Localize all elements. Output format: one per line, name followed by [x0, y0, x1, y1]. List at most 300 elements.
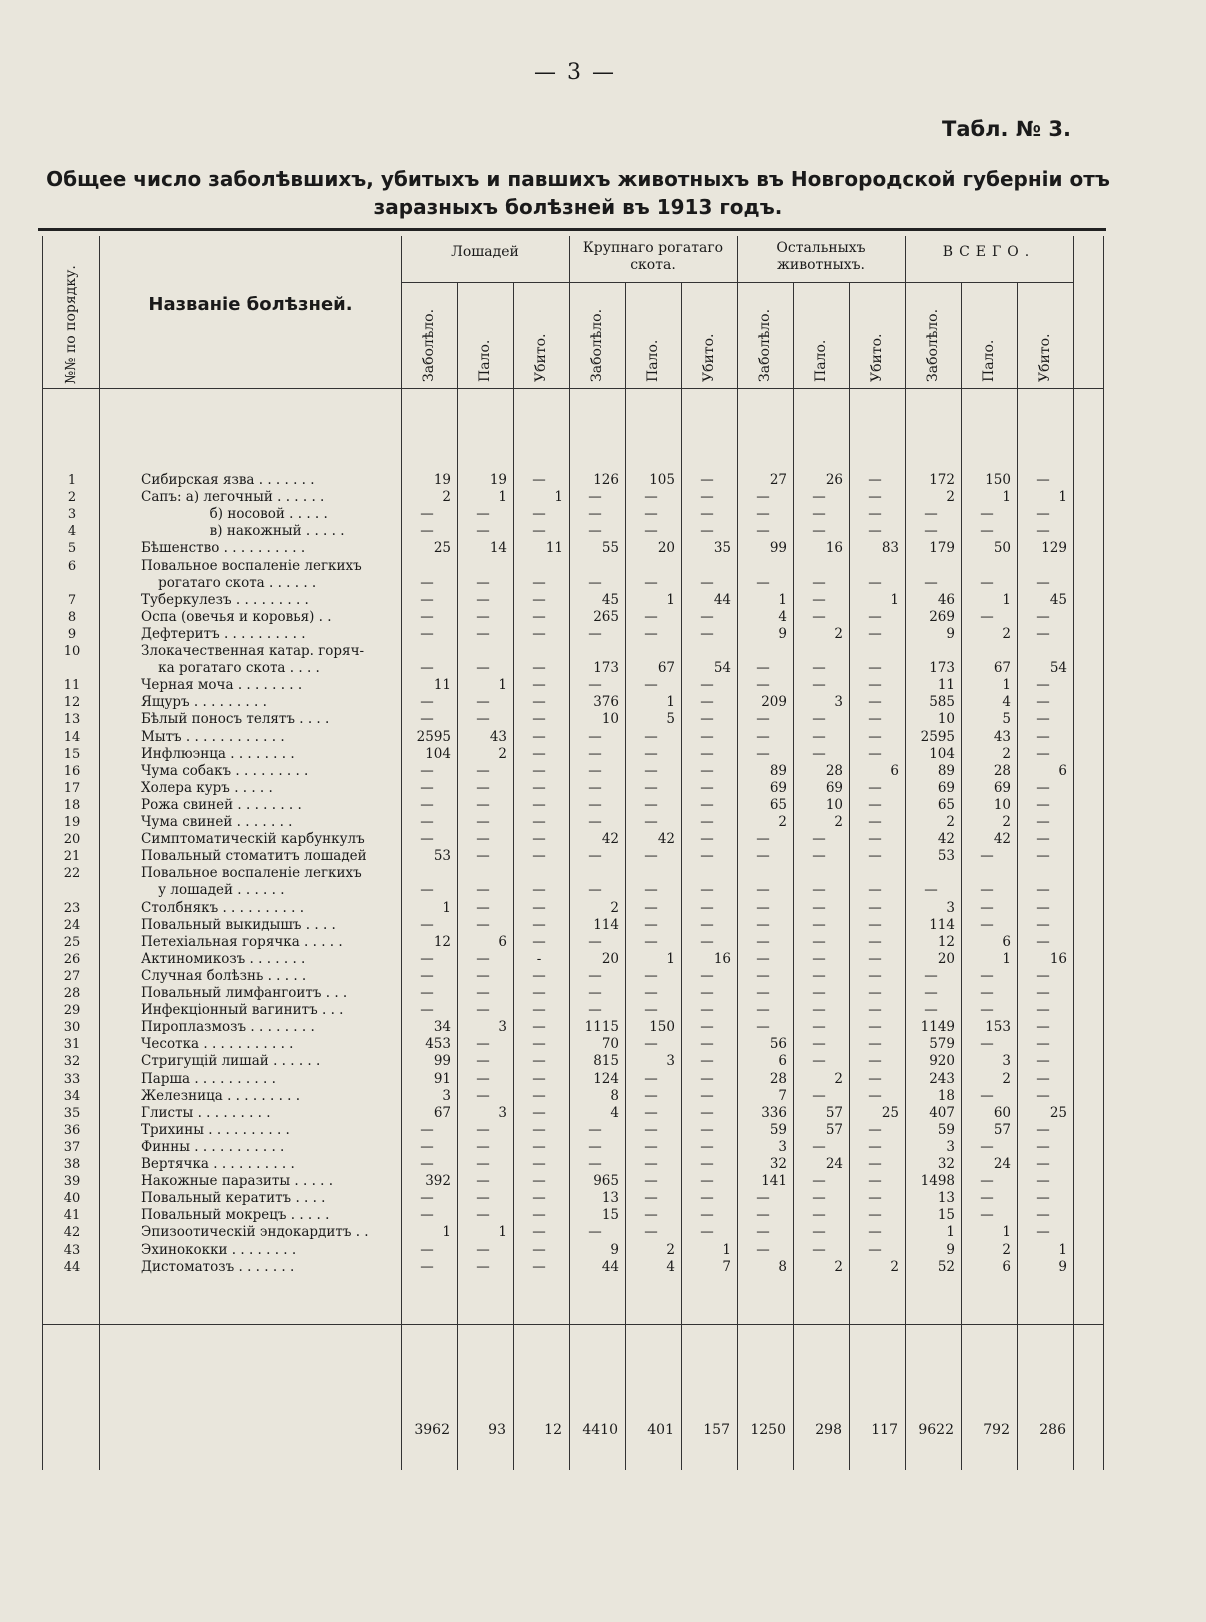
value-cell: 10	[937, 711, 955, 728]
value-cell: —	[420, 882, 434, 899]
value-cell: 67	[433, 1104, 451, 1121]
value-cell: —	[476, 916, 490, 933]
value-cell: —	[420, 1241, 434, 1258]
value-cell: 99	[433, 1053, 451, 1070]
value-cell: —	[1036, 677, 1050, 694]
value-cell: —	[420, 762, 434, 779]
value-cell: —	[420, 1121, 434, 1138]
value-cell: 42	[993, 831, 1011, 848]
row-number: 44	[63, 1259, 81, 1275]
value-cell: —	[420, 779, 434, 796]
value-cell: 69	[769, 779, 787, 796]
value-cell: 3	[778, 1138, 787, 1155]
value-cell: —	[476, 831, 490, 848]
value-cell: —	[812, 1036, 826, 1053]
value-cell: —	[588, 1121, 602, 1138]
value-cell: —	[812, 489, 826, 506]
value-cell: 24	[825, 1156, 843, 1172]
value-cell: —	[868, 1241, 882, 1258]
value-cell: —	[868, 625, 882, 642]
value-cell: 2	[834, 1258, 843, 1275]
value-cell: 265	[593, 608, 619, 625]
value-cell: —	[532, 1002, 546, 1019]
value-cell: 16	[825, 540, 843, 557]
value-cell: 16	[713, 950, 731, 967]
value-cell: —	[532, 660, 546, 677]
group-header-total: ВСЕГО.	[942, 244, 1036, 260]
value-cell: 54	[1049, 660, 1067, 677]
table-row	[43, 763, 1103, 780]
value-cell: —	[644, 677, 658, 694]
value-cell: 376	[593, 694, 619, 711]
value-cell: 6	[1002, 933, 1011, 950]
value-cell: —	[1036, 779, 1050, 796]
disease-name: у лошадей . . . . . .	[141, 882, 285, 899]
table-row	[43, 626, 1103, 643]
row-number: 9	[67, 626, 77, 642]
value-cell: 5	[1002, 711, 1011, 728]
value-cell: —	[700, 1207, 714, 1224]
value-cell: 20	[657, 540, 675, 557]
value-cell: —	[476, 1258, 490, 1275]
value-cell: 150	[985, 472, 1011, 488]
value-cell: —	[532, 1241, 546, 1258]
value-cell: 3	[834, 694, 843, 711]
value-cell: 3	[666, 1053, 675, 1070]
value-cell: 15	[937, 1207, 955, 1224]
value-cell: —	[700, 1070, 714, 1087]
value-cell: 35	[713, 540, 731, 557]
value-cell: 24	[993, 1156, 1011, 1172]
disease-name: Актиномикозъ . . . . . . .	[141, 950, 306, 967]
table-row	[43, 934, 1103, 951]
value-cell: 1115	[584, 1019, 619, 1036]
value-cell: 42	[657, 831, 675, 848]
row-number: 29	[63, 1003, 81, 1019]
value-cell: —	[420, 625, 434, 642]
value-cell: —	[532, 985, 546, 1001]
value-cell: 1	[778, 591, 787, 608]
value-cell: —	[588, 523, 602, 540]
row-number: 4	[67, 524, 77, 540]
subheader-2-1: Заболѣло.	[589, 308, 605, 382]
value-cell: 1	[498, 1224, 507, 1241]
value-cell: —	[644, 574, 658, 591]
value-cell: —	[644, 1104, 658, 1121]
value-cell: —	[476, 523, 490, 540]
value-cell: 45	[601, 591, 619, 608]
value-cell: —	[532, 472, 546, 488]
value-cell: —	[1036, 608, 1050, 625]
value-cell: 105	[649, 472, 675, 488]
totals-row	[42, 1422, 1102, 1442]
value-cell: —	[812, 985, 826, 1001]
value-cell: —	[700, 1190, 714, 1207]
table-row	[43, 711, 1103, 728]
value-cell: —	[812, 506, 826, 523]
value-cell: 114	[593, 916, 619, 933]
value-cell: —	[700, 694, 714, 711]
value-cell: —	[812, 916, 826, 933]
table-row	[43, 1259, 1103, 1276]
value-cell: 104	[425, 745, 451, 762]
value-cell: —	[532, 745, 546, 762]
value-cell: 3	[498, 1019, 507, 1036]
value-cell: —	[644, 489, 658, 506]
row-number: 14	[63, 729, 81, 745]
disease-name: Вертячка . . . . . . . . . .	[141, 1156, 295, 1172]
value-cell: 6	[498, 933, 507, 950]
value-cell: 15	[601, 1207, 619, 1224]
value-cell: —	[476, 779, 490, 796]
disease-name: Повальный лимфангоитъ . . .	[141, 985, 348, 1001]
value-cell: —	[532, 814, 546, 830]
column-divider	[625, 282, 626, 1470]
value-cell: 1	[666, 694, 675, 711]
column-divider	[513, 282, 514, 1470]
row-number: 40	[63, 1191, 81, 1207]
value-cell: —	[756, 1019, 770, 1036]
column-divider	[849, 282, 850, 1470]
disease-name: рогатаго скота . . . . . .	[141, 574, 317, 591]
value-cell: 2	[834, 814, 843, 830]
subheader-1-1: Заболѣло.	[421, 308, 437, 382]
table-row	[43, 780, 1103, 797]
value-cell: —	[812, 1019, 826, 1036]
statistics-table	[42, 236, 1104, 1470]
value-cell: —	[588, 967, 602, 984]
row-number: 25	[63, 934, 81, 950]
value-cell: —	[532, 1138, 546, 1155]
value-cell: —	[756, 967, 770, 984]
value-cell: —	[980, 848, 994, 865]
value-cell: 28	[769, 1070, 787, 1087]
value-cell: 46	[937, 591, 955, 608]
value-cell: 2	[778, 814, 787, 830]
value-cell: 173	[929, 660, 955, 677]
row-number: 5	[67, 541, 77, 557]
disease-name: Злокачественная катар. горяч-	[141, 643, 365, 659]
header-rule	[401, 282, 1073, 283]
table-row	[43, 489, 1103, 506]
row-number: 35	[63, 1105, 81, 1121]
table-row	[43, 848, 1103, 865]
disease-name: Повальный кератитъ . . . .	[141, 1190, 326, 1207]
value-cell: —	[980, 1087, 994, 1104]
value-cell: 25	[881, 1104, 899, 1121]
value-cell: —	[1036, 1121, 1050, 1138]
value-cell: 52	[937, 1258, 955, 1275]
value-cell: 6	[890, 762, 899, 779]
value-cell: 2	[890, 1258, 899, 1275]
subheader-1-2: Пало.	[477, 339, 493, 382]
value-cell: —	[532, 694, 546, 711]
value-cell: —	[868, 950, 882, 967]
row-number: 2	[67, 490, 77, 506]
value-cell: 13	[937, 1190, 955, 1207]
table-row	[43, 729, 1103, 746]
value-cell: 7	[722, 1258, 731, 1275]
value-cell: —	[420, 523, 434, 540]
table-row	[43, 575, 1103, 592]
value-cell: —	[700, 711, 714, 728]
value-cell: —	[476, 814, 490, 830]
total-cell: 4410	[582, 1422, 618, 1438]
value-cell: 16	[1049, 950, 1067, 967]
value-cell: —	[476, 506, 490, 523]
table-row	[43, 882, 1103, 899]
value-cell: —	[1036, 985, 1050, 1001]
value-cell: 173	[593, 660, 619, 677]
value-cell: 114	[929, 916, 955, 933]
value-cell: 55	[601, 540, 619, 557]
value-cell: —	[420, 831, 434, 848]
value-cell: 9	[946, 1241, 955, 1258]
table-row	[43, 1224, 1103, 1241]
value-cell: —	[700, 899, 714, 916]
value-cell: 11	[545, 540, 563, 557]
value-cell: 2	[666, 1241, 675, 1258]
table-row	[43, 831, 1103, 848]
row-number: 34	[63, 1088, 81, 1104]
value-cell: —	[868, 1087, 882, 1104]
table-row	[43, 797, 1103, 814]
value-cell: 44	[713, 591, 731, 608]
value-cell: —	[532, 1087, 546, 1104]
row-number: 43	[63, 1242, 81, 1258]
value-cell: 34	[433, 1019, 451, 1036]
value-cell: —	[1036, 523, 1050, 540]
value-cell: —	[476, 899, 490, 916]
table-row	[43, 643, 1103, 660]
subheader-2-2: Пало.	[645, 339, 661, 382]
value-cell: —	[924, 1002, 938, 1019]
value-cell: 4	[610, 1104, 619, 1121]
value-cell: 4	[666, 1258, 675, 1275]
value-cell: 20	[937, 950, 955, 967]
value-cell: —	[1036, 933, 1050, 950]
value-cell: —	[644, 523, 658, 540]
value-cell: —	[868, 1121, 882, 1138]
value-cell: 1	[722, 1241, 731, 1258]
value-cell: —	[700, 523, 714, 540]
disease-name: Трихины . . . . . . . . . .	[141, 1121, 290, 1138]
value-cell: —	[812, 728, 826, 745]
row-number: 28	[63, 986, 81, 1001]
value-cell: —	[980, 574, 994, 591]
value-cell: —	[868, 677, 882, 694]
value-cell: 19	[489, 472, 507, 488]
value-cell: 14	[489, 540, 507, 557]
value-cell: 28	[825, 762, 843, 779]
value-cell: 57	[825, 1121, 843, 1138]
value-cell: 25	[433, 540, 451, 557]
value-cell: —	[532, 779, 546, 796]
value-cell: —	[476, 591, 490, 608]
value-cell: —	[532, 933, 546, 950]
value-cell: —	[1036, 796, 1050, 813]
page-number: — 3 —	[534, 60, 616, 85]
value-cell: 42	[601, 831, 619, 848]
table-row	[43, 814, 1103, 831]
value-cell: 209	[761, 694, 787, 711]
value-cell: —	[756, 745, 770, 762]
table-row	[43, 609, 1103, 626]
value-cell: 4	[1002, 694, 1011, 711]
value-cell: —	[476, 1241, 490, 1258]
value-cell: 26	[825, 472, 843, 488]
value-cell: —	[532, 523, 546, 540]
value-cell: —	[756, 1190, 770, 1207]
value-cell: —	[812, 1224, 826, 1241]
value-cell: 28	[993, 762, 1011, 779]
value-cell: —	[868, 1190, 882, 1207]
value-cell: —	[868, 1224, 882, 1241]
value-cell: —	[700, 506, 714, 523]
value-cell: —	[812, 1002, 826, 1019]
value-cell: 150	[649, 1019, 675, 1036]
row-number: 16	[63, 763, 81, 779]
row-number: 32	[63, 1054, 81, 1070]
value-cell: —	[700, 916, 714, 933]
total-cell: 3962	[414, 1422, 450, 1438]
value-cell: 25	[1049, 1104, 1067, 1121]
value-cell: —	[812, 1087, 826, 1104]
row-number: 20	[63, 832, 81, 848]
value-cell: 126	[593, 472, 619, 488]
value-cell: 1	[442, 899, 451, 916]
value-cell: 2	[946, 814, 955, 830]
table-row	[43, 900, 1103, 917]
value-cell: —	[532, 711, 546, 728]
value-cell: 2	[1002, 625, 1011, 642]
value-cell: —	[644, 814, 658, 830]
value-cell: —	[588, 779, 602, 796]
value-cell: —	[588, 728, 602, 745]
row-number: 22	[63, 866, 81, 882]
value-cell: —	[700, 608, 714, 625]
value-cell: —	[924, 523, 938, 540]
value-cell: —	[1036, 472, 1050, 488]
value-cell: 1	[1002, 591, 1011, 608]
value-cell: —	[868, 523, 882, 540]
value-cell: —	[812, 745, 826, 762]
value-cell: 1	[1058, 1241, 1067, 1258]
value-cell: —	[420, 1138, 434, 1155]
value-cell: —	[756, 1002, 770, 1019]
value-cell: —	[644, 933, 658, 950]
value-cell: 124	[593, 1070, 619, 1087]
disease-name: Бѣлый поносъ телятъ . . . .	[141, 711, 330, 728]
value-cell: —	[756, 933, 770, 950]
table-row	[43, 1207, 1103, 1224]
value-cell: 2	[1002, 1241, 1011, 1258]
value-cell: 44	[601, 1258, 619, 1275]
value-cell: —	[812, 967, 826, 984]
value-cell: —	[868, 711, 882, 728]
value-cell: 1	[666, 591, 675, 608]
value-cell: —	[532, 967, 546, 984]
value-cell: 1	[1002, 950, 1011, 967]
value-cell: —	[644, 625, 658, 642]
value-cell: 67	[993, 660, 1011, 677]
value-cell: 8	[778, 1258, 787, 1275]
column-divider	[457, 282, 458, 1470]
value-cell: —	[532, 831, 546, 848]
value-cell: —	[532, 1104, 546, 1121]
subheader-3-3: Убито.	[869, 333, 885, 382]
row-number: 21	[63, 849, 81, 865]
value-cell: —	[1036, 745, 1050, 762]
value-cell: —	[812, 1138, 826, 1155]
disease-name: Глисты . . . . . . . . .	[141, 1104, 271, 1121]
value-cell: —	[588, 848, 602, 865]
table-row	[43, 1002, 1103, 1019]
value-cell: 6	[778, 1053, 787, 1070]
value-cell: —	[588, 1002, 602, 1019]
disease-name: Столбнякъ . . . . . . . . . .	[141, 899, 304, 916]
value-cell: —	[644, 882, 658, 899]
value-cell: —	[980, 985, 994, 1001]
value-cell: —	[700, 1138, 714, 1155]
row-number: 24	[63, 917, 81, 933]
value-cell: —	[868, 506, 882, 523]
value-cell: —	[756, 506, 770, 523]
value-cell: 8	[610, 1087, 619, 1104]
value-cell: —	[756, 848, 770, 865]
value-cell: —	[980, 882, 994, 899]
disease-name: Инфекціонный вагинитъ . . .	[141, 1002, 344, 1019]
value-cell: —	[420, 1190, 434, 1207]
disease-name: Симптоматическій карбункулъ	[141, 831, 365, 848]
value-cell: 2	[1002, 745, 1011, 762]
row-number: 18	[63, 797, 81, 813]
value-cell: 407	[929, 1104, 955, 1121]
value-cell: —	[588, 1156, 602, 1172]
disease-name-header: Названіе болѣзней.	[148, 294, 353, 315]
table-row	[43, 1190, 1103, 1207]
value-cell: —	[700, 985, 714, 1001]
value-cell: —	[1036, 1190, 1050, 1207]
value-cell: —	[476, 660, 490, 677]
value-cell: —	[532, 574, 546, 591]
value-cell: —	[756, 489, 770, 506]
value-cell: —	[868, 745, 882, 762]
table-row	[43, 1036, 1103, 1053]
top-rule	[38, 228, 1106, 231]
disease-name: Дистоматозъ . . . . . . .	[141, 1258, 295, 1275]
value-cell: —	[980, 523, 994, 540]
value-cell: —	[1036, 831, 1050, 848]
value-cell: 32	[937, 1156, 955, 1172]
disease-name: Накожные паразиты . . . . .	[141, 1173, 334, 1190]
value-cell: —	[1036, 1002, 1050, 1019]
table-row	[43, 1122, 1103, 1139]
value-cell: —	[532, 762, 546, 779]
value-cell: —	[532, 882, 546, 899]
value-cell: —	[756, 660, 770, 677]
value-cell: —	[868, 489, 882, 506]
value-cell: 1	[1002, 1224, 1011, 1241]
disease-name: Сибирская язва . . . . . . .	[141, 472, 315, 488]
value-cell: —	[420, 660, 434, 677]
value-cell: 269	[929, 608, 955, 625]
total-cell: 157	[703, 1422, 730, 1438]
value-cell: 1	[1058, 489, 1067, 506]
subheader-4-1: Заболѣло.	[925, 308, 941, 382]
value-cell: 3	[946, 1138, 955, 1155]
value-cell: —	[476, 1002, 490, 1019]
